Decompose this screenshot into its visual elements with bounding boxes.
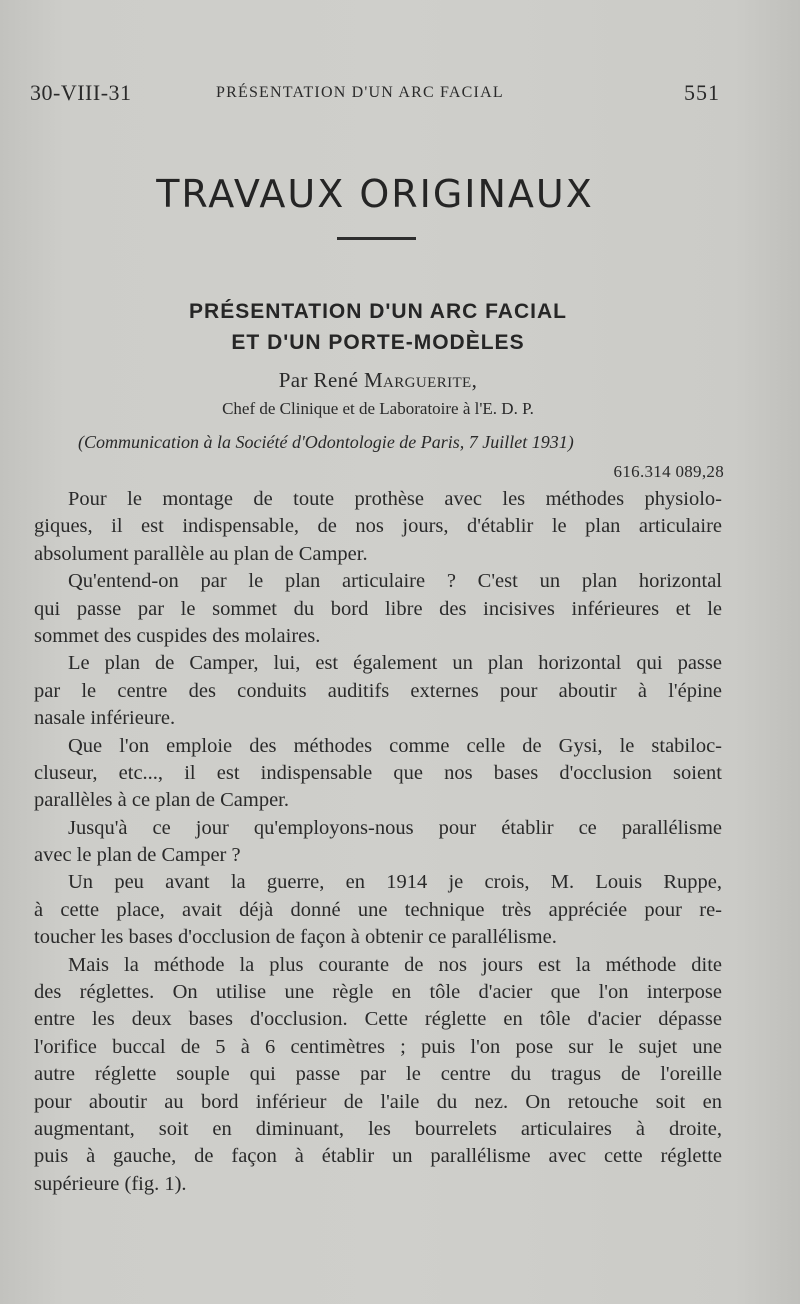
paragraph xyxy=(34,650,722,732)
paragraph xyxy=(34,568,722,650)
issue-date: 30-VIII-31 xyxy=(30,80,132,105)
paragraph xyxy=(34,952,722,1199)
running-title: PRÉSENTATION D'UN ARC FACIAL xyxy=(216,84,504,101)
paragraph-line: Qu'entend-on par le plan articulaire ? C'est un plan horizontal xyxy=(68,570,722,593)
paragraph xyxy=(34,486,722,568)
paragraph-line: Le plan de Camper, lui, est également un plan horizontal qui passe xyxy=(68,652,722,675)
paragraph-line: augmentant, soit en diminuant, les bourrelets articulaires à droite, xyxy=(34,1117,722,1140)
paragraph-line: parallèles à ce plan de Camper. xyxy=(34,789,289,812)
classification-code: 616.314 089,28 xyxy=(613,462,724,481)
running-head xyxy=(30,80,720,110)
paragraph-line: toucher les bases d'occlusion de façon à obtenir ce parallélisme. xyxy=(34,926,557,949)
author-affiliation: Chef de Clinique et de Laboratoire à l'E. D. P. xyxy=(222,399,534,418)
paragraph-line: par le centre des conduits auditifs externes pour aboutir à l'épine xyxy=(34,679,722,702)
paragraph-line: Mais la méthode la plus courante de nos jours est la méthode dite xyxy=(68,953,722,976)
paragraph-line: autre réglette souple qui passe par le centre du tragus de l'oreille xyxy=(34,1063,722,1086)
paragraph-line: Jusqu'à ce jour qu'employons-nous pour établir ce parallélisme xyxy=(68,816,722,839)
paragraph-line: Pour le montage de toute prothèse avec les méthodes physiolo- xyxy=(68,488,722,510)
author-surname: Marguerite, xyxy=(363,368,478,392)
paragraph-line: Que l'on emploie des méthodes comme celle de Gysi, le stabiloc- xyxy=(68,734,722,757)
byline-prefix: Par René xyxy=(278,368,359,392)
article-body xyxy=(34,486,722,1198)
paragraph xyxy=(34,733,722,815)
byline xyxy=(0,368,756,393)
paragraph-line: absolument parallèle au plan de Camper. xyxy=(34,542,368,565)
paragraph-line: avec le plan de Camper ? xyxy=(34,844,241,867)
paragraph-line: à cette place, avait déjà donné une technique très appréciée pour re- xyxy=(34,898,722,921)
paragraph xyxy=(34,869,722,951)
paragraph-line: Un peu avant la guerre, en 1914 je crois, M. Louis Ruppe, xyxy=(68,871,722,894)
communication-note: (Communication à la Société d'Odontologie de Paris, 7 Juillet 1931) xyxy=(78,432,574,452)
paragraph-line: des réglettes. On utilise une règle en tôle d'acier que l'on interpose xyxy=(34,981,722,1004)
paragraph-line: entre les deux bases d'occlusion. Cette réglette en tôle d'acier dépasse xyxy=(34,1008,722,1031)
article-title-line-1: PRÉSENTATION D'UN ARC FACIAL xyxy=(189,300,567,323)
title-rule-divider xyxy=(337,237,416,240)
paragraph-line: puis à gauche, de façon à établir un parallélisme avec cette réglette xyxy=(34,1145,722,1168)
paragraph-line: l'orifice buccal de 5 à 6 centimètres ; puis l'on pose sur le sujet une xyxy=(34,1035,722,1058)
article-title-line-2: ET D'UN PORTE-MODÈLES xyxy=(231,331,525,354)
section-title: TRAVAUX ORIGINAUX xyxy=(156,172,594,216)
paragraph-line: qui passe par le sommet du bord libre des incisives inférieures et le xyxy=(34,597,722,620)
paragraph-line: pour aboutir au bord inférieur de l'aile du nez. On retouche soit en xyxy=(34,1090,722,1113)
paragraph-line: cluseur, etc..., il est indispensable que nos bases d'occlusion soient xyxy=(34,761,722,784)
paragraph-line: supérieure (fig. 1). xyxy=(34,1172,187,1195)
paragraph-line: giques, il est indispensable, de nos jours, d'établir le plan articulaire xyxy=(34,515,722,538)
article-title xyxy=(0,296,756,358)
paragraph-line: sommet des cuspides des molaires. xyxy=(34,624,321,647)
paragraph-line: nasale inférieure. xyxy=(34,707,176,730)
page-number: 551 xyxy=(684,80,720,105)
paragraph xyxy=(34,815,722,870)
